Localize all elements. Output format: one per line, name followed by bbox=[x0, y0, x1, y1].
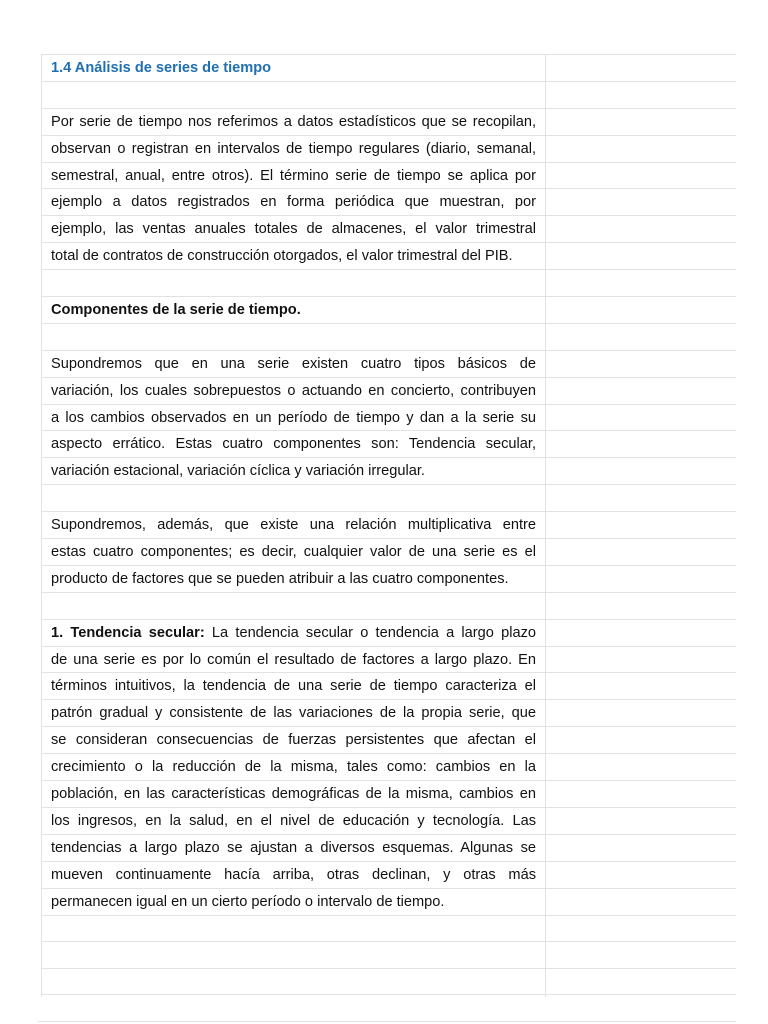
empty-row bbox=[41, 941, 736, 968]
variation-line: a los cambios observados en un período de tiempo y dan a la serie su bbox=[51, 409, 536, 426]
table-row bbox=[41, 404, 736, 431]
empty-row bbox=[41, 323, 736, 350]
table-row bbox=[41, 834, 736, 861]
trend-first-line-text: La tendencia secular o tendencia a largo plazo bbox=[204, 624, 536, 641]
variation-line: Supondremos que en una serie existen cuatro tipos básicos de bbox=[51, 355, 536, 372]
trend-line: mueven continuamente hacía arriba, otras declinan, y otras más bbox=[51, 866, 536, 883]
variation-line: aspecto errático. Estas cuatro componentes son: Tendencia secular, bbox=[51, 436, 536, 453]
intro-line: semestral, anual, entre otros). El término serie de tiempo se aplica por bbox=[51, 167, 536, 184]
trend-line: permanecen igual en un cierto período o intervalo de tiempo. bbox=[51, 893, 445, 910]
table-row bbox=[41, 780, 736, 807]
empty-row bbox=[41, 592, 736, 619]
trend-line: se consideran consecuencias de fuerzas persistentes que afectan el bbox=[51, 732, 536, 749]
trend-line: población, en las características demográficas de la misma, cambios en bbox=[51, 786, 536, 803]
components-heading: Componentes de la serie de tiempo. bbox=[51, 302, 301, 319]
table-row bbox=[41, 565, 736, 592]
table-row bbox=[41, 726, 736, 753]
table-row bbox=[41, 753, 736, 780]
trend-line: los ingresos, en la salud, en el nivel de educación y tecnología. Las bbox=[51, 812, 536, 829]
trend-label: 1. Tendencia secular: bbox=[51, 624, 205, 641]
table-row bbox=[41, 162, 736, 189]
intro-line: observan o registran en intervalos de tiempo regulares (diario, semanal, bbox=[51, 140, 536, 157]
table-row bbox=[41, 350, 736, 377]
table-row bbox=[41, 108, 736, 135]
intro-line: ejemplo a datos registrados en forma periódica que muestran, por bbox=[51, 194, 536, 211]
multiplicative-line: estas cuatro componentes; es decir, cualquier valor de una serie es el bbox=[51, 544, 536, 561]
page-bottom-rule bbox=[38, 1021, 736, 1022]
intro-line: total de contratos de construcción otorgados, el valor trimestral del PIB. bbox=[51, 248, 513, 265]
trend-first-line bbox=[51, 620, 536, 646]
trend-line: crecimiento o la reducción de la misma, tales como: cambios en la bbox=[51, 759, 536, 776]
table-row bbox=[41, 296, 736, 323]
table-row bbox=[41, 377, 736, 404]
trend-line: términos intuitivos, la tendencia de una serie de tiempo caracteriza el bbox=[51, 678, 536, 695]
table-row bbox=[41, 538, 736, 565]
table-row bbox=[41, 646, 736, 673]
trend-line: de una serie es por lo común el resultado de factores a largo plazo. En bbox=[51, 651, 536, 668]
table-row bbox=[41, 888, 736, 915]
empty-row bbox=[41, 968, 736, 995]
table-row bbox=[41, 672, 736, 699]
multiplicative-line: Supondremos, además, que existe una relación multiplicativa entre bbox=[51, 517, 536, 534]
table-row bbox=[41, 699, 736, 726]
table-row bbox=[41, 188, 736, 215]
table-row bbox=[41, 457, 736, 484]
trend-line: tendencias a largo plazo se ajustan a diversos esquemas. Algunas se bbox=[51, 839, 536, 856]
section-title: 1.4 Análisis de series de tiempo bbox=[51, 60, 272, 76]
table-row bbox=[41, 619, 736, 646]
intro-line: ejemplo, las ventas anuales totales de almacenes, el valor trimestral bbox=[51, 221, 536, 238]
empty-row bbox=[41, 81, 736, 108]
document-table bbox=[41, 54, 736, 995]
table-row bbox=[41, 511, 736, 538]
trend-line: patrón gradual y consistente de las variaciones de la propia serie, que bbox=[51, 705, 536, 722]
table-row bbox=[41, 242, 736, 269]
variation-line: variación estacional, variación cíclica y variación irregular. bbox=[51, 463, 425, 480]
empty-row bbox=[41, 269, 736, 296]
empty-row bbox=[41, 484, 736, 511]
table-row bbox=[41, 135, 736, 162]
table-row bbox=[41, 54, 736, 81]
empty-row bbox=[41, 915, 736, 942]
table-row bbox=[41, 807, 736, 834]
table-row bbox=[41, 430, 736, 457]
variation-line: variación, los cuales sobrepuestos o actuando en concierto, contribuyen bbox=[51, 382, 536, 399]
intro-line: Por serie de tiempo nos referimos a datos estadísticos que se recopilan, bbox=[51, 113, 536, 130]
table-row bbox=[41, 861, 736, 888]
table-row bbox=[41, 215, 736, 242]
multiplicative-line: producto de factores que se pueden atribuir a las cuatro componentes. bbox=[51, 570, 509, 587]
